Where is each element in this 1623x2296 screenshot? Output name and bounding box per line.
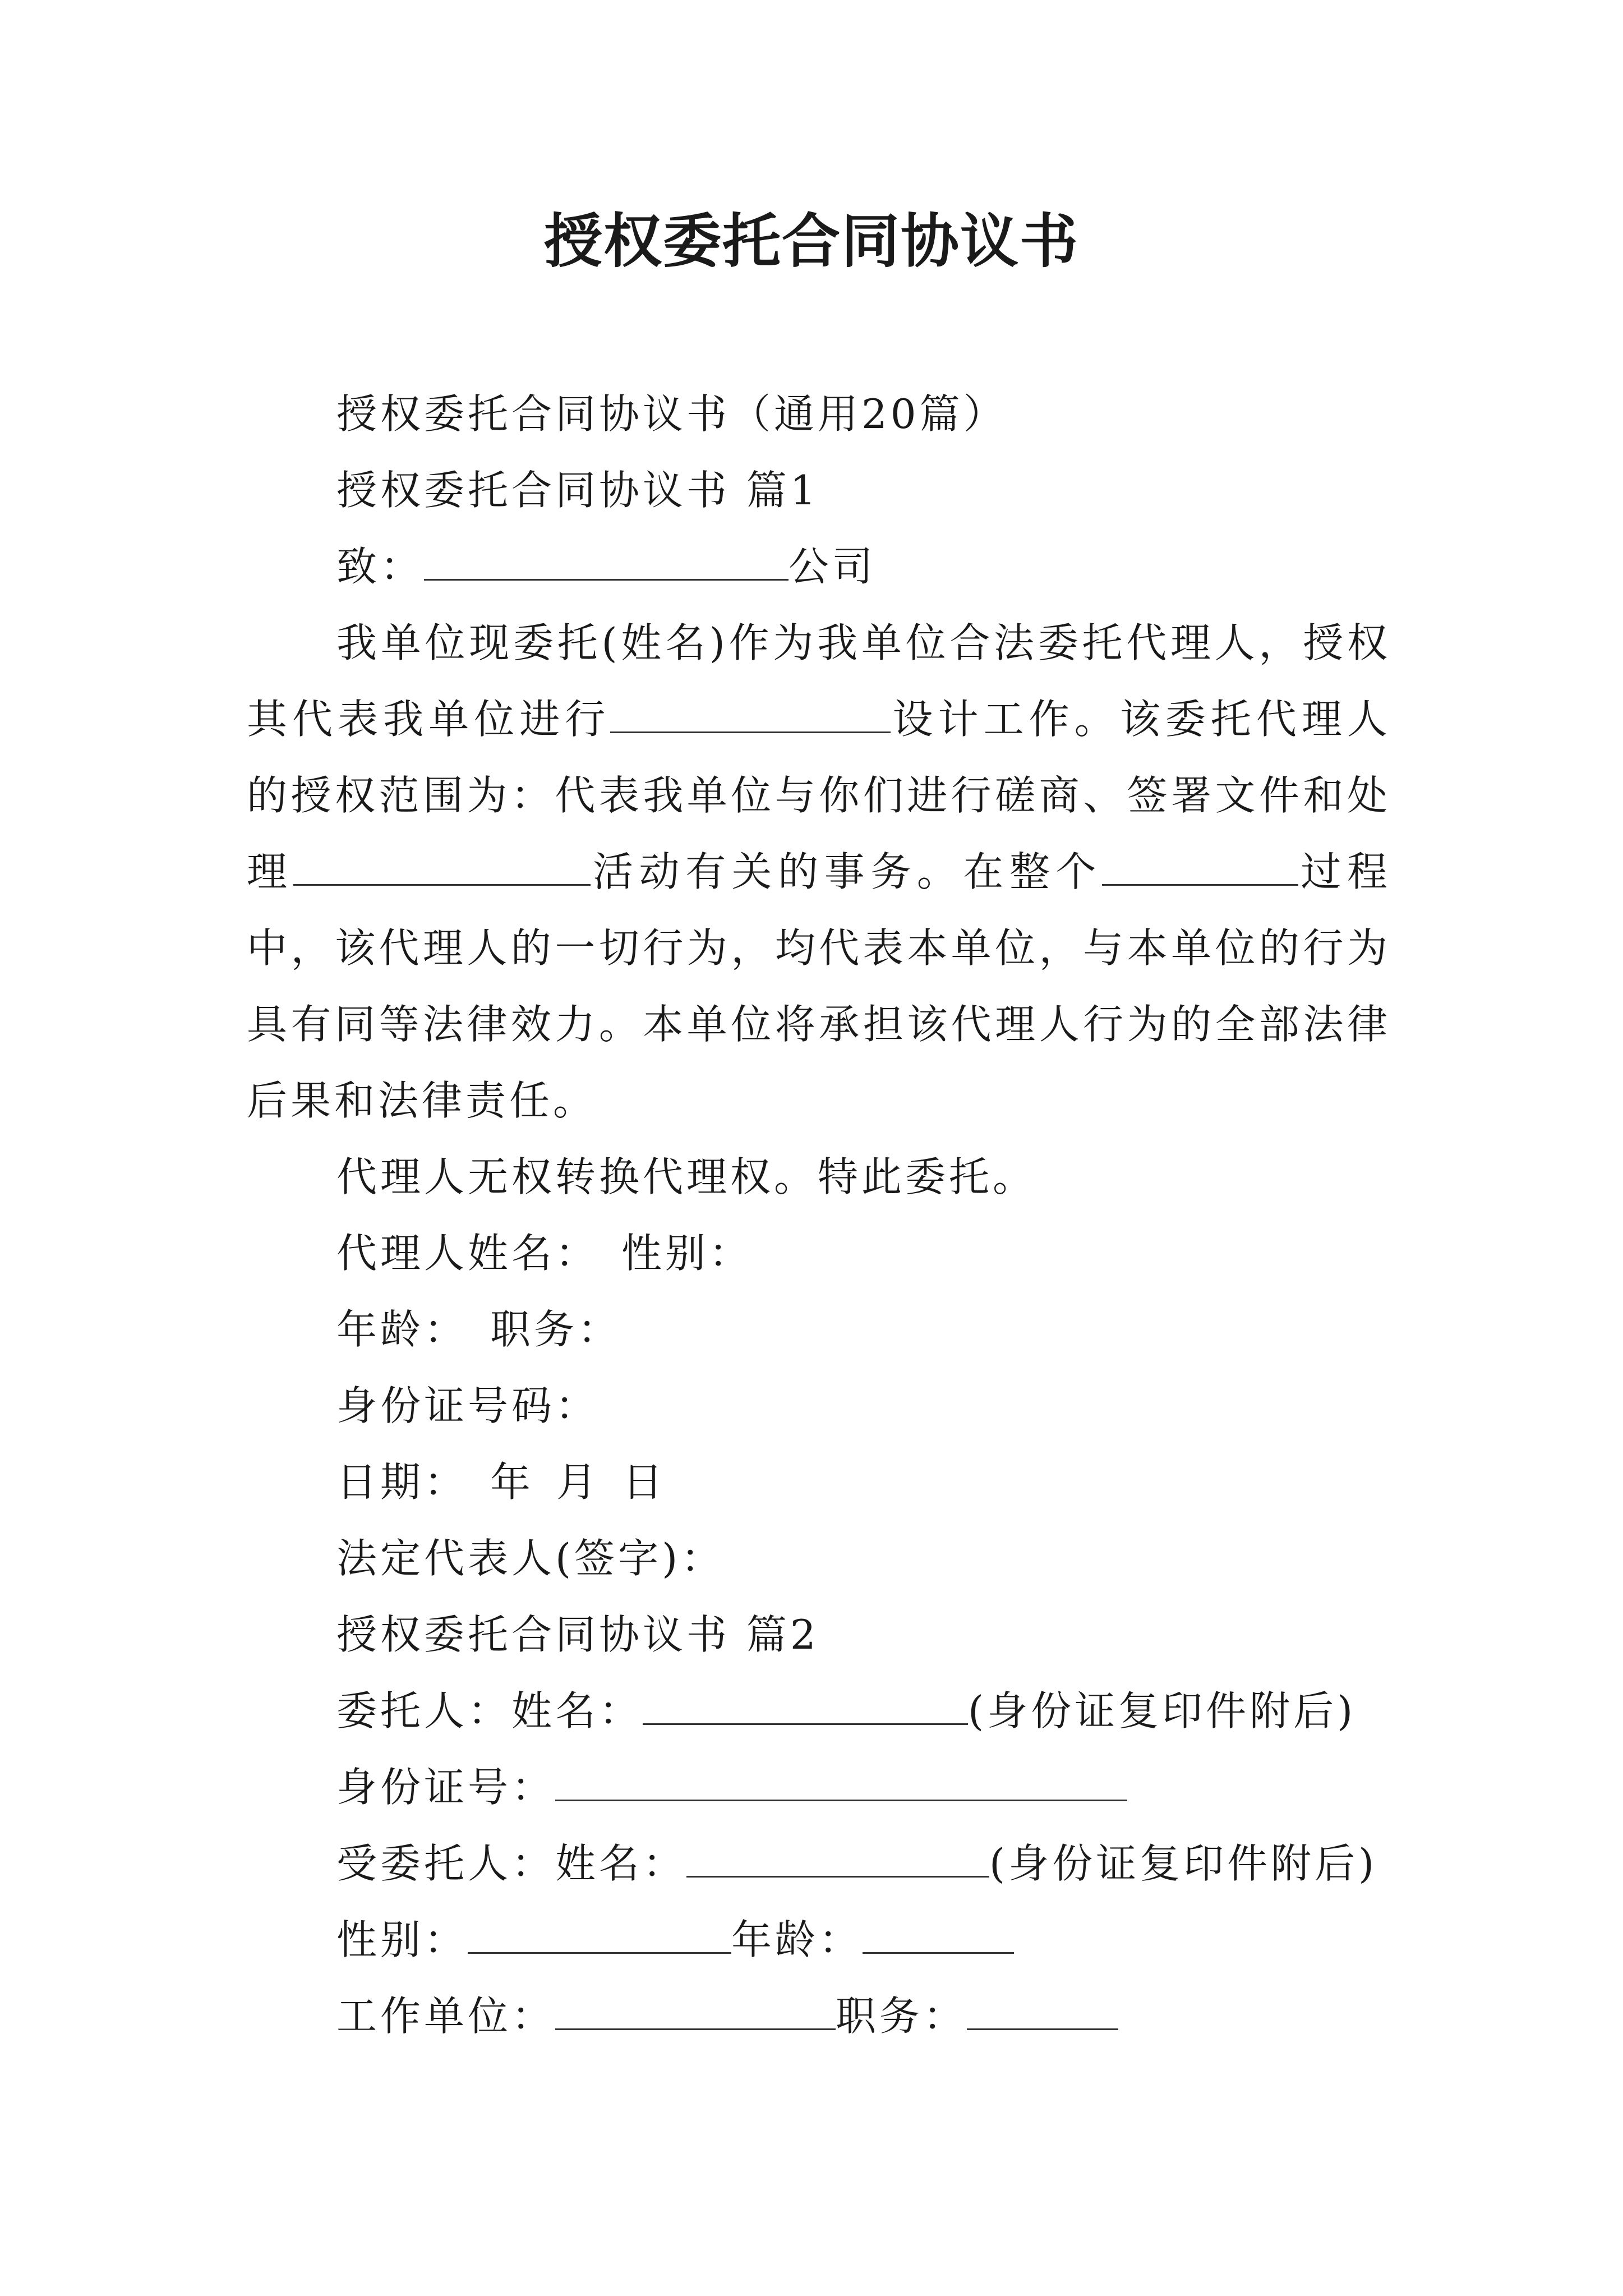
employer-blank[interactable]	[555, 1989, 836, 2030]
addressee-prefix: 致：	[336, 543, 425, 590]
age-blank[interactable]	[863, 1913, 1014, 1954]
employer-label: 工作单位：	[336, 1993, 556, 2040]
gender-label: 性别：	[621, 1230, 753, 1277]
date-label: 日期：	[336, 1458, 468, 1506]
principal-label: 委托人：姓名：	[336, 1687, 643, 1734]
principal-line	[247, 1673, 1391, 1749]
activity-blank[interactable]	[293, 845, 591, 886]
age-line	[247, 1291, 1391, 1368]
agent-label: 受委托人：姓名：	[336, 1840, 687, 1887]
addressee-line	[247, 528, 1391, 605]
position-label: 职务：	[490, 1306, 622, 1353]
gender-age-line	[247, 1902, 1391, 1978]
employer-line	[247, 1978, 1391, 2054]
age-label: 年龄：	[336, 1306, 468, 1353]
principal-id-note: (身份证复印件附后)	[968, 1687, 1357, 1734]
gender-blank[interactable]	[468, 1913, 731, 1954]
principal-id-label: 身份证号：	[336, 1764, 556, 1811]
process-blank[interactable]	[1102, 845, 1298, 886]
addressee-suffix: 公司	[789, 543, 877, 590]
design-work-blank[interactable]	[610, 692, 891, 733]
authorization-paragraph	[247, 605, 1391, 1139]
principal-name-blank[interactable]	[643, 1684, 968, 1725]
day-label: 日	[623, 1458, 667, 1506]
document-title: 授权委托合同协议书	[543, 206, 1079, 275]
id-number-line: 身份证号码：	[336, 1382, 600, 1429]
agent-id-note: (身份证复印件附后)	[989, 1840, 1378, 1887]
month-label: 月	[556, 1458, 601, 1506]
year-label: 年	[490, 1458, 534, 1506]
part1-heading: 授权委托合同协议书 篇1	[336, 467, 819, 514]
para-text-c: 活动有关的事务。在整个	[590, 848, 1102, 895]
subtitle: 授权委托合同协议书（通用20篇）	[336, 390, 1007, 438]
document-body	[247, 376, 1391, 2054]
agent-name-label: 代理人姓名：	[336, 1230, 600, 1277]
no-transfer-line: 代理人无权转换代理权。特此委托。	[336, 1153, 1037, 1200]
part2-position-label: 职务：	[836, 1993, 967, 2040]
company-blank[interactable]	[424, 540, 789, 581]
date-line	[247, 1444, 1391, 1520]
principal-id-blank[interactable]	[555, 1760, 1127, 1801]
agent-line	[247, 1825, 1391, 1902]
para-text-d: 过程中，该代理人的一切行为，均代表本单位，与本单位的行为具有同等法律效力。本单位将承担该代理人行为的全部法律后果和法律责任。	[247, 848, 1391, 1124]
agent-name-blank[interactable]	[686, 1837, 989, 1878]
part2-gender-label: 性别：	[336, 1916, 468, 1963]
agent-name-line	[247, 1215, 1391, 1291]
para-text-a: 我单位现委托(姓名)作为我单位合法委托代理人，授权其代表我单位进行	[247, 619, 1391, 743]
position-blank[interactable]	[967, 1989, 1118, 2030]
part2-age-label: 年龄：	[731, 1916, 863, 1963]
principal-id-line	[247, 1749, 1391, 1825]
part2-heading: 授权委托合同协议书 篇2	[336, 1611, 819, 1658]
para-text-b: 设计工作。该委托代理人的授权范围为：代表我单位与你们进行磋商、签署文件和处理	[247, 696, 1391, 895]
legal-rep-line: 法定代表人(签字)：	[336, 1535, 725, 1582]
